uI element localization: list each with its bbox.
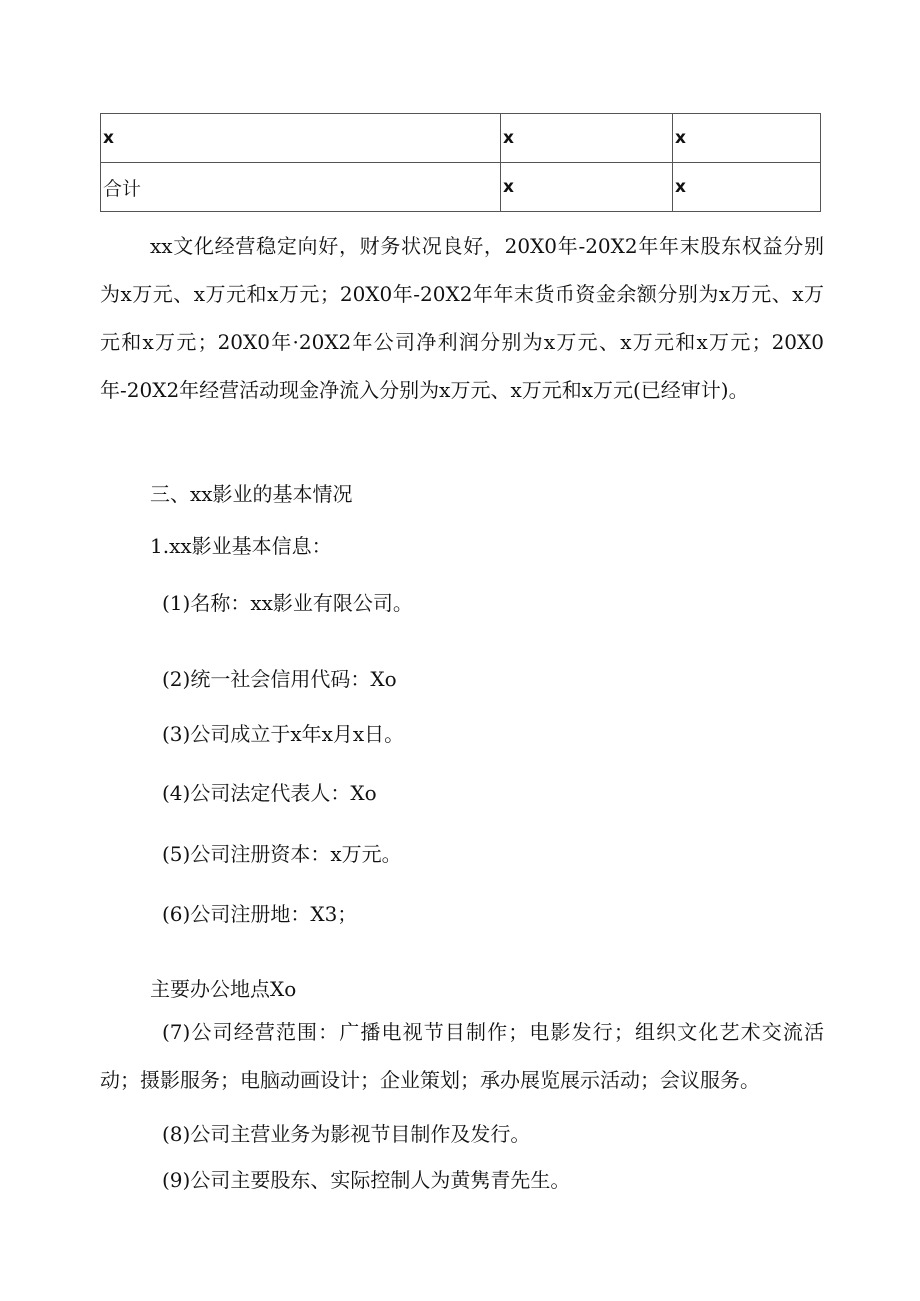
subheading: 1.xx影业基本信息： bbox=[150, 534, 332, 558]
item-address: (6)公司注册地：X3； bbox=[162, 902, 358, 926]
intro-paragraph: xx文化经营稳定向好，财务状况良好，20X0年-20X2年年末股东权益分别为x万元、x万元和x万元；20X0年-20X2年年末货币资金余额分别为x万元、x万元和x万元；20X0年·20X2年公司净利润分别为x万元、x万元和x万元；20X0年-20X2年经营活动现金净流入分别为x万元、x万元和x万元(已经审计)。 bbox=[100, 234, 824, 402]
table-cell-total-label: 合计 bbox=[101, 163, 501, 212]
table-cell: x bbox=[501, 163, 673, 212]
item-credit-code: (2)统一社会信用代码：Xo bbox=[162, 667, 397, 691]
item-scope: (7)公司经营范围：广播电视节目制作；电影发行；组织文化艺术交流活动；摄影服务；电脑动画设计；企业策划；承办展览展示活动；会议服务。 bbox=[100, 1020, 824, 1092]
item-business: (8)公司主营业务为影视节目制作及发行。 bbox=[162, 1122, 531, 1146]
table-row bbox=[101, 114, 821, 163]
table-row bbox=[101, 163, 821, 212]
table-cell: x bbox=[673, 163, 821, 212]
item-founded: (3)公司成立于x年x月x日。 bbox=[162, 722, 405, 746]
item-legal-rep: (4)公司法定代表人：Xo bbox=[162, 781, 377, 805]
item-shareholder: (9)公司主要股东、实际控制人为黄隽青先生。 bbox=[162, 1168, 571, 1192]
item-office: 主要办公地点Xo bbox=[150, 977, 297, 1001]
table-cell: x bbox=[101, 114, 501, 163]
summary-table bbox=[100, 113, 821, 212]
section-heading: 三、xx影业的基本情况 bbox=[150, 482, 353, 506]
item-capital: (5)公司注册资本：x万元。 bbox=[162, 842, 402, 866]
table-cell: x bbox=[673, 114, 821, 163]
item-name: (1)名称：xx影业有限公司。 bbox=[162, 591, 413, 615]
table-cell: x bbox=[501, 114, 673, 163]
